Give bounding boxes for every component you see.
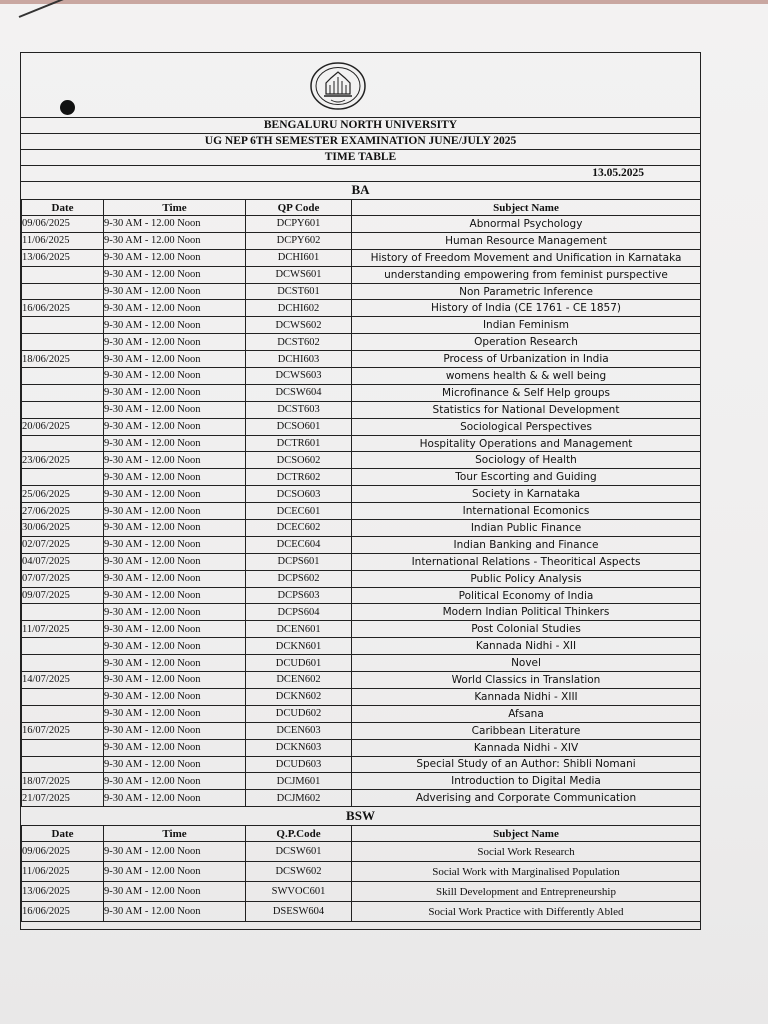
exam-date xyxy=(22,368,104,385)
table-row xyxy=(22,739,701,756)
exam-time: 9-30 AM - 12.00 Noon xyxy=(104,739,246,756)
table-row xyxy=(22,536,701,553)
qp-code: DCUD602 xyxy=(246,705,352,722)
exam-date: 11/06/2025 xyxy=(22,862,104,882)
table-row xyxy=(22,401,701,418)
exam-time: 9-30 AM - 12.00 Noon xyxy=(104,862,246,882)
table-row xyxy=(22,722,701,739)
qp-code: DCUD601 xyxy=(246,655,352,672)
exam-time: 9-30 AM - 12.00 Noon xyxy=(104,688,246,705)
qp-code: DCTR601 xyxy=(246,435,352,452)
table-row xyxy=(22,587,701,604)
qp-code: DCPS601 xyxy=(246,553,352,570)
subject-name: Tour Escorting and Guiding xyxy=(352,469,701,486)
qp-code: DCPY601 xyxy=(246,216,352,233)
subject-name: Kannada Nidhi - XIV xyxy=(352,739,701,756)
subject-name: Political Economy of India xyxy=(352,587,701,604)
exam-time: 9-30 AM - 12.00 Noon xyxy=(104,232,246,249)
exam-time: 9-30 AM - 12.00 Noon xyxy=(104,638,246,655)
table-row xyxy=(22,469,701,486)
page-top-edge xyxy=(0,0,768,4)
table-row xyxy=(22,334,701,351)
col-subject-header: Subject Name xyxy=(352,200,701,216)
qp-code: DSESW604 xyxy=(246,902,352,922)
subject-name: Microfinance & Self Help groups xyxy=(352,384,701,401)
table-row xyxy=(22,842,701,862)
exam-date: 20/06/2025 xyxy=(22,418,104,435)
exam-time: 9-30 AM - 12.00 Noon xyxy=(104,882,246,902)
qp-code: DCWS601 xyxy=(246,266,352,283)
exam-time: 9-30 AM - 12.00 Noon xyxy=(104,672,246,689)
exam-date xyxy=(22,469,104,486)
exam-date: 18/07/2025 xyxy=(22,773,104,790)
qp-code: DCHI601 xyxy=(246,249,352,266)
table-row xyxy=(22,570,701,587)
university-seal-icon xyxy=(309,61,367,111)
logo-area xyxy=(21,53,700,118)
qp-code: DCKN603 xyxy=(246,739,352,756)
exam-time: 9-30 AM - 12.00 Noon xyxy=(104,655,246,672)
exam-time: 9-30 AM - 12.00 Noon xyxy=(104,435,246,452)
exam-date: 21/07/2025 xyxy=(22,790,104,807)
subject-name: Statistics for National Development xyxy=(352,401,701,418)
exam-date: 18/06/2025 xyxy=(22,351,104,368)
qp-code: DCST603 xyxy=(246,401,352,418)
exam-date xyxy=(22,384,104,401)
subject-name: Afsana xyxy=(352,705,701,722)
exam-time: 9-30 AM - 12.00 Noon xyxy=(104,722,246,739)
exam-time: 9-30 AM - 12.00 Noon xyxy=(104,773,246,790)
table-row xyxy=(22,249,701,266)
ba-timetable xyxy=(21,199,701,807)
subject-name: understanding empowering from feminist purspective xyxy=(352,266,701,283)
bsw-section-title: BSW xyxy=(21,807,700,826)
subject-name: Kannada Nidhi - XII xyxy=(352,638,701,655)
subject-name: Indian Feminism xyxy=(352,317,701,334)
col-date-header: Date xyxy=(22,200,104,216)
col-subject-header: Subject Name xyxy=(352,826,701,842)
university-name: BENGALURU NORTH UNIVERSITY xyxy=(21,117,700,134)
subject-name: History of India (CE 1761 - CE 1857) xyxy=(352,300,701,317)
table-row xyxy=(22,882,701,902)
table-row xyxy=(22,756,701,773)
qp-code: DCKN602 xyxy=(246,688,352,705)
exam-date xyxy=(22,317,104,334)
bsw-header-row xyxy=(22,826,701,842)
subject-name: Process of Urbanization in India xyxy=(352,351,701,368)
exam-date xyxy=(22,688,104,705)
col-date-header: Date xyxy=(22,826,104,842)
qp-code: DCPY602 xyxy=(246,232,352,249)
exam-time: 9-30 AM - 12.00 Noon xyxy=(104,520,246,537)
exam-date: 25/06/2025 xyxy=(22,486,104,503)
exam-date xyxy=(22,283,104,300)
exam-time: 9-30 AM - 12.00 Noon xyxy=(104,587,246,604)
qp-code: SWVOC601 xyxy=(246,882,352,902)
exam-time: 9-30 AM - 12.00 Noon xyxy=(104,469,246,486)
exam-time: 9-30 AM - 12.00 Noon xyxy=(104,249,246,266)
exam-time: 9-30 AM - 12.00 Noon xyxy=(104,300,246,317)
exam-date: 09/06/2025 xyxy=(22,842,104,862)
table-row xyxy=(22,232,701,249)
exam-date: 16/07/2025 xyxy=(22,722,104,739)
subject-name: International Relations - Theoritical Aspects xyxy=(352,553,701,570)
subject-name: Skill Development and Entrepreneurship xyxy=(352,882,701,902)
qp-code: DCSW602 xyxy=(246,862,352,882)
exam-date: 16/06/2025 xyxy=(22,902,104,922)
subject-name: Hospitality Operations and Management xyxy=(352,435,701,452)
subject-name: Adverising and Corporate Communication xyxy=(352,790,701,807)
col-qpcode-header: Q.P.Code xyxy=(246,826,352,842)
table-row xyxy=(22,216,701,233)
exam-date: 09/07/2025 xyxy=(22,587,104,604)
exam-date xyxy=(22,756,104,773)
timetable-frame xyxy=(20,52,701,930)
table-row xyxy=(22,902,701,922)
table-row xyxy=(22,300,701,317)
qp-code: DCEC602 xyxy=(246,520,352,537)
qp-code: DCPS603 xyxy=(246,587,352,604)
exam-time: 9-30 AM - 12.00 Noon xyxy=(104,418,246,435)
exam-date: 04/07/2025 xyxy=(22,553,104,570)
qp-code: DCEC601 xyxy=(246,503,352,520)
qp-code: DCKN601 xyxy=(246,638,352,655)
doc-title: TIME TABLE xyxy=(21,149,700,166)
table-row xyxy=(22,452,701,469)
exam-date xyxy=(22,334,104,351)
table-row xyxy=(22,688,701,705)
exam-time: 9-30 AM - 12.00 Noon xyxy=(104,283,246,300)
table-row xyxy=(22,705,701,722)
subject-name: History of Freedom Movement and Unification in Karnataka xyxy=(352,249,701,266)
table-row xyxy=(22,553,701,570)
ba-header-row xyxy=(22,200,701,216)
qp-code: DCSO601 xyxy=(246,418,352,435)
exam-time: 9-30 AM - 12.00 Noon xyxy=(104,902,246,922)
subject-name: Public Policy Analysis xyxy=(352,570,701,587)
exam-time: 9-30 AM - 12.00 Noon xyxy=(104,790,246,807)
exam-date: 13/06/2025 xyxy=(22,882,104,902)
exam-date xyxy=(22,435,104,452)
qp-code: DCJM602 xyxy=(246,790,352,807)
exam-date: 23/06/2025 xyxy=(22,452,104,469)
exam-time: 9-30 AM - 12.00 Noon xyxy=(104,216,246,233)
subject-name: Society in Karnataka xyxy=(352,486,701,503)
exam-time: 9-30 AM - 12.00 Noon xyxy=(104,756,246,773)
subject-name: Social Work Research xyxy=(352,842,701,862)
qp-code: DCTR602 xyxy=(246,469,352,486)
exam-time: 9-30 AM - 12.00 Noon xyxy=(104,452,246,469)
table-row xyxy=(22,604,701,621)
qp-code: DCHI603 xyxy=(246,351,352,368)
subject-name: International Ecomonics xyxy=(352,503,701,520)
exam-date: 14/07/2025 xyxy=(22,672,104,689)
date-row xyxy=(21,165,700,182)
exam-date xyxy=(22,638,104,655)
qp-code: DCSW604 xyxy=(246,384,352,401)
qp-code: DCSW601 xyxy=(246,842,352,862)
exam-time: 9-30 AM - 12.00 Noon xyxy=(104,536,246,553)
qp-code: DCJM601 xyxy=(246,773,352,790)
subject-name: Caribbean Literature xyxy=(352,722,701,739)
table-row xyxy=(22,621,701,638)
subject-name: Post Colonial Studies xyxy=(352,621,701,638)
exam-date: 09/06/2025 xyxy=(22,216,104,233)
exam-time: 9-30 AM - 12.00 Noon xyxy=(104,604,246,621)
subject-name: Special Study of an Author: Shibli Nomani xyxy=(352,756,701,773)
col-time-header: Time xyxy=(104,200,246,216)
exam-date xyxy=(22,655,104,672)
table-row xyxy=(22,435,701,452)
subject-name: womens health & & well being xyxy=(352,368,701,385)
subject-name: Social Work Practice with Differently Abled xyxy=(352,902,701,922)
exam-time: 9-30 AM - 12.00 Noon xyxy=(104,570,246,587)
col-time-header: Time xyxy=(104,826,246,842)
exam-time: 9-30 AM - 12.00 Noon xyxy=(104,384,246,401)
table-row xyxy=(22,418,701,435)
subject-name: Kannada Nidhi - XIII xyxy=(352,688,701,705)
table-row xyxy=(22,520,701,537)
bsw-timetable xyxy=(21,825,701,922)
exam-time: 9-30 AM - 12.00 Noon xyxy=(104,334,246,351)
table-row xyxy=(22,862,701,882)
qp-code: DCST601 xyxy=(246,283,352,300)
exam-time: 9-30 AM - 12.00 Noon xyxy=(104,621,246,638)
exam-date xyxy=(22,739,104,756)
qp-code: DCSO602 xyxy=(246,452,352,469)
qp-code: DCHI602 xyxy=(246,300,352,317)
qp-code: DCST602 xyxy=(246,334,352,351)
subject-name: Sociology of Health xyxy=(352,452,701,469)
subject-name: Social Work with Marginalised Population xyxy=(352,862,701,882)
exam-date xyxy=(22,266,104,283)
qp-code: DCPS604 xyxy=(246,604,352,621)
qp-code: DCEN603 xyxy=(246,722,352,739)
qp-code: DCWS603 xyxy=(246,368,352,385)
exam-date: 27/06/2025 xyxy=(22,503,104,520)
exam-date: 16/06/2025 xyxy=(22,300,104,317)
exam-date: 07/07/2025 xyxy=(22,570,104,587)
subject-name: Indian Banking and Finance xyxy=(352,536,701,553)
table-row xyxy=(22,486,701,503)
subject-name: World Classics in Translation xyxy=(352,672,701,689)
exam-time: 9-30 AM - 12.00 Noon xyxy=(104,368,246,385)
exam-time: 9-30 AM - 12.00 Noon xyxy=(104,401,246,418)
table-row xyxy=(22,384,701,401)
table-row xyxy=(22,503,701,520)
table-row xyxy=(22,283,701,300)
table-row xyxy=(22,266,701,283)
qp-code: DCSO603 xyxy=(246,486,352,503)
exam-date xyxy=(22,604,104,621)
exam-date xyxy=(22,401,104,418)
table-row xyxy=(22,672,701,689)
qp-code: DCPS602 xyxy=(246,570,352,587)
subject-name: Indian Public Finance xyxy=(352,520,701,537)
subject-name: Novel xyxy=(352,655,701,672)
exam-date: 11/07/2025 xyxy=(22,621,104,638)
subject-name: Abnormal Psychology xyxy=(352,216,701,233)
subject-name: Introduction to Digital Media xyxy=(352,773,701,790)
ba-section-title: BA xyxy=(21,181,700,200)
exam-time: 9-30 AM - 12.00 Noon xyxy=(104,842,246,862)
exam-time: 9-30 AM - 12.00 Noon xyxy=(104,486,246,503)
qp-code: DCWS602 xyxy=(246,317,352,334)
exam-time: 9-30 AM - 12.00 Noon xyxy=(104,266,246,283)
exam-time: 9-30 AM - 12.00 Noon xyxy=(104,503,246,520)
exam-date: 02/07/2025 xyxy=(22,536,104,553)
qp-code: DCEN601 xyxy=(246,621,352,638)
subject-name: Sociological Perspectives xyxy=(352,418,701,435)
subject-name: Operation Research xyxy=(352,334,701,351)
table-row xyxy=(22,351,701,368)
col-qpcode-header: QP Code xyxy=(246,200,352,216)
qp-code: DCEC604 xyxy=(246,536,352,553)
exam-date: 13/06/2025 xyxy=(22,249,104,266)
table-row xyxy=(22,790,701,807)
subject-name: Modern Indian Political Thinkers xyxy=(352,604,701,621)
exam-date xyxy=(22,705,104,722)
subject-name: Non Parametric Inference xyxy=(352,283,701,300)
exam-date: 30/06/2025 xyxy=(22,520,104,537)
qp-code: DCUD603 xyxy=(246,756,352,773)
table-row xyxy=(22,773,701,790)
issue-date: 13.05.2025 xyxy=(592,167,644,179)
table-row xyxy=(22,368,701,385)
table-row xyxy=(22,638,701,655)
exam-date: 11/06/2025 xyxy=(22,232,104,249)
table-row xyxy=(22,317,701,334)
table-row xyxy=(22,655,701,672)
exam-time: 9-30 AM - 12.00 Noon xyxy=(104,705,246,722)
exam-time: 9-30 AM - 12.00 Noon xyxy=(104,317,246,334)
exam-title: UG NEP 6TH SEMESTER EXAMINATION JUNE/JULY 2025 xyxy=(21,133,700,150)
qp-code: DCEN602 xyxy=(246,672,352,689)
exam-time: 9-30 AM - 12.00 Noon xyxy=(104,351,246,368)
exam-time: 9-30 AM - 12.00 Noon xyxy=(104,553,246,570)
subject-name: Human Resource Management xyxy=(352,232,701,249)
